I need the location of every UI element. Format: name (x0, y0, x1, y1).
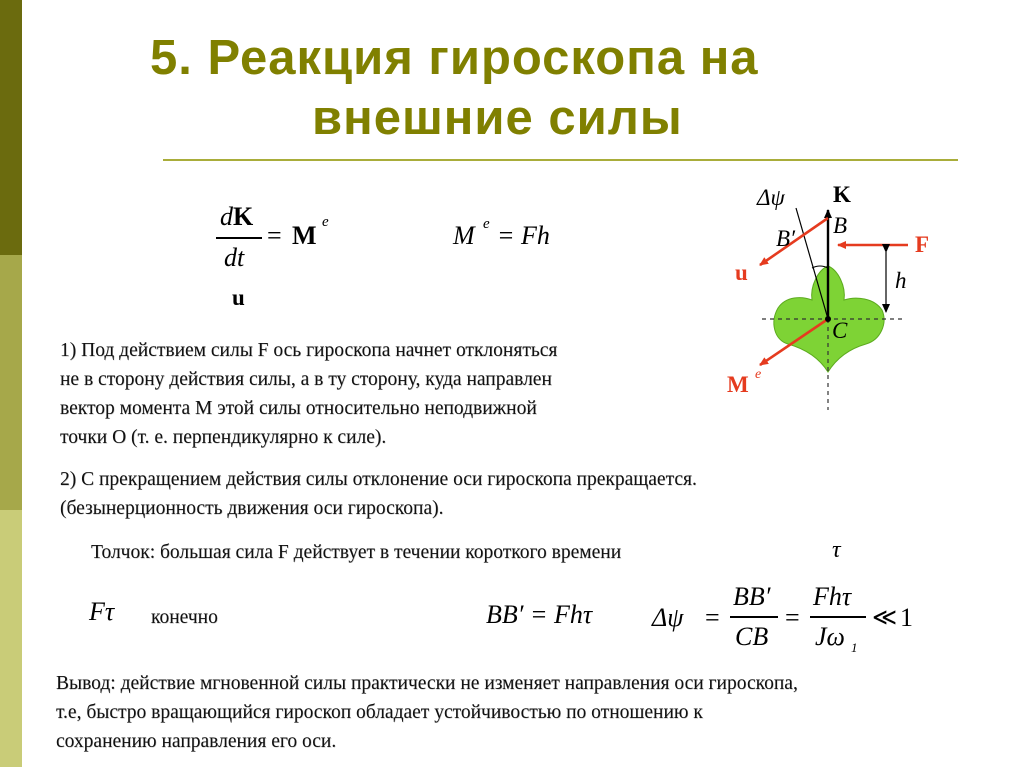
fb-bbp: BB′ (733, 582, 771, 611)
bb-prime-equation: BB′ = Fhτ (486, 600, 593, 629)
paragraph-2-line: 2) С прекращением действия силы отклонение оси гироскопа прекращается. (60, 469, 697, 490)
fb-fraction-bar-1 (730, 616, 778, 618)
diagram-h-label: h (895, 268, 907, 293)
diagram-c-label: C (832, 318, 848, 343)
conclusion-line: сохранению направления его оси. (56, 731, 337, 752)
fb-much-less: ≪ (872, 605, 898, 631)
diagram-me-superscript: e (755, 367, 762, 382)
dk-M-superscript: e (322, 214, 329, 230)
paragraph-1-line: 1) Под действием силы F ось гироскопа начнет отклоняться (60, 340, 558, 361)
me-superscript: e (483, 216, 490, 232)
title-line-2: внешние силы (312, 91, 683, 145)
fb-fraction-bar-2 (810, 616, 866, 618)
dk-d: d (220, 202, 233, 231)
diagram-me-label: M (727, 372, 749, 397)
push-line: Толчок: большая сила F действует в течении короткого времени (91, 542, 622, 563)
paragraph-1 (60, 336, 730, 452)
diagram-u-label: u (735, 260, 748, 285)
fb-one: 1 (900, 603, 913, 632)
dk-eq: = (267, 221, 282, 250)
f-tau-symbol: Fτ (89, 597, 115, 626)
diagram-b-prime-label: B′ (776, 226, 796, 251)
paragraph-1-line: не в сторону действия силы, а в ту сторону, куда направлен (60, 369, 552, 390)
diagram-b-label: B (833, 213, 848, 238)
dk-dt-denominator: dt (224, 243, 245, 272)
dk-M: M (292, 221, 317, 250)
formula-u-label: u (232, 285, 245, 310)
diagram-delta-psi-label: Δψ (757, 185, 785, 210)
me-M: M (453, 221, 475, 250)
paragraph-1-line: вектор момента M этой силы относительно неподвижной (60, 398, 537, 419)
fb-omega-subscript: 1 (851, 640, 858, 655)
fb-fh-tau: Fhτ (813, 582, 852, 611)
conclusion-line: т.е, быстро вращающийся гироскоп обладает устойчивостью по отношению к (56, 702, 703, 723)
fb-cb: CB (735, 622, 769, 651)
conclusion (56, 669, 1016, 756)
fb-eq1: = (705, 603, 720, 632)
paragraph-1-line: точки O (т. е. перпендикулярно к силе). (60, 427, 387, 448)
paragraph-2-line: (безынерционность движения оси гироскопа). (60, 498, 444, 519)
finite-label: конечно (151, 607, 218, 628)
diagram-k-label: K (833, 182, 851, 207)
diagram-f-label: F (915, 232, 930, 257)
push-tau: τ (832, 537, 841, 563)
dk-K: K (233, 202, 254, 231)
point-c-dot (825, 316, 831, 322)
title-line-1: 5. Реакция гироскопа на (150, 31, 759, 85)
me-rhs: = Fh (497, 221, 550, 250)
fb-eq2: = (785, 603, 800, 632)
conclusion-line: Вывод: действие мгновенной силы практически не изменяет направления оси гироскопа, (56, 673, 798, 694)
fb-delta-psi: Δψ (652, 603, 684, 632)
fb-j-omega: Jω (815, 622, 845, 651)
paragraph-2 (60, 465, 940, 523)
